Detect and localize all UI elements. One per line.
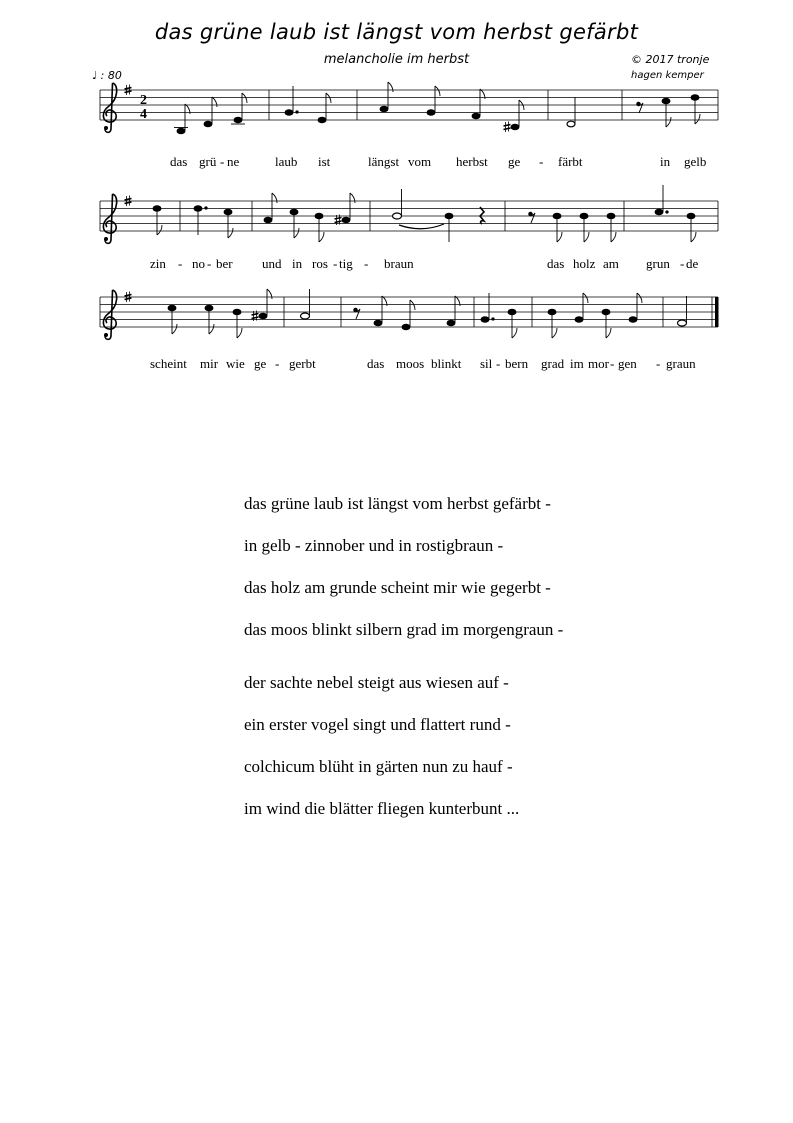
copyright-notice: © 2017 tronje [631,53,710,66]
time-signature-top: 2 [140,93,147,108]
poem-line: ein erster vogel singt und flattert rund - [244,715,511,734]
staff-system-1 [100,82,718,169]
svg-text:blinkt: blinkt [431,356,462,371]
svg-text:wie: wie [226,356,245,371]
svg-text:-: - [496,356,501,371]
notes-system-2 [153,185,696,242]
lyrics-system-3 [150,356,696,371]
final-barline [715,297,719,327]
staff-system-2 [100,185,718,271]
notes-system-3 [168,289,687,338]
poem-stanza-1 [244,494,563,641]
svg-text:grad: grad [541,356,565,371]
svg-text:-: - [364,256,369,271]
treble-clef-icon [103,83,116,132]
svg-text:grü: grü [199,154,217,169]
svg-text:-: - [539,154,544,169]
svg-text:braun: braun [384,256,414,271]
svg-text:ne: ne [227,154,240,169]
lyrics-system-1 [170,154,706,169]
treble-clef-icon [103,194,116,243]
svg-text:am: am [603,256,619,271]
svg-text:-: - [207,256,212,271]
svg-text:de: de [686,256,699,271]
svg-text:-: - [333,256,338,271]
svg-text:moos: moos [396,356,425,371]
svg-text:in: in [660,154,671,169]
svg-text:-: - [275,356,280,371]
svg-text:das: das [170,154,188,169]
svg-text:im: im [570,356,584,371]
composer-name: hagen kemper [631,70,704,81]
svg-text:-: - [220,154,225,169]
poem-line: das moos blinkt silbern grad im morgengraun - [244,620,564,639]
svg-text:herbst: herbst [456,154,488,169]
svg-text:und: und [262,256,282,271]
svg-text:ge: ge [254,356,267,371]
svg-text:tig: tig [339,256,353,271]
svg-text:zin: zin [150,256,166,271]
svg-text:sil: sil [480,356,493,371]
svg-text:holz: holz [573,256,596,271]
svg-text:färbt: färbt [558,154,583,169]
poem-line: der sachte nebel steigt aus wiesen auf - [244,673,509,692]
svg-text:laub: laub [275,154,298,169]
svg-text:ist: ist [318,154,331,169]
lyrics-system-2 [150,256,699,271]
svg-text:vom: vom [408,154,432,169]
treble-clef-icon [103,290,116,339]
sheet-music [0,0,793,400]
poem-text [244,494,563,841]
svg-text:-: - [656,356,661,371]
svg-text:mor: mor [588,356,609,371]
tempo-marking: ♩ : 80 [92,69,122,82]
poem-line: das holz am grunde scheint mir wie gegerbt - [244,578,551,597]
svg-text:mir: mir [200,356,219,371]
svg-text:-: - [610,356,615,371]
poem-line: im wind die blätter fliegen kunterbunt ... [244,799,520,818]
song-subtitle: melancholie im herbst [323,52,470,67]
svg-text:längst: längst [368,154,400,169]
staff-system-3 [100,289,719,371]
svg-text:graun: graun [666,356,696,371]
svg-text:ber: ber [216,256,233,271]
svg-text:ge: ge [508,154,521,169]
poem-line: colchicum blüht in gärten nun zu hauf - [244,757,513,776]
svg-text:ros: ros [312,256,328,271]
svg-text:das: das [547,256,565,271]
svg-text:in: in [292,256,303,271]
song-title: das grüne laub ist längst vom herbst gefärbt [154,20,639,44]
poem-line: in gelb - zinnober und in rostigbraun - [244,536,504,555]
svg-text:gelb: gelb [684,154,707,169]
poem-line: das grüne laub ist längst vom herbst gefärbt - [244,494,551,513]
svg-text:-: - [178,256,183,271]
svg-text:grun: grun [646,256,670,271]
svg-text:-: - [680,256,685,271]
svg-text:bern: bern [505,356,529,371]
svg-text:das: das [367,356,385,371]
stanza-gap [244,662,563,673]
poem-stanza-2 [244,673,563,820]
svg-text:gen: gen [618,356,637,371]
time-signature-bottom: 4 [140,107,147,122]
svg-text:no: no [192,256,205,271]
svg-text:scheint: scheint [150,356,187,371]
svg-text:gerbt: gerbt [289,356,316,371]
